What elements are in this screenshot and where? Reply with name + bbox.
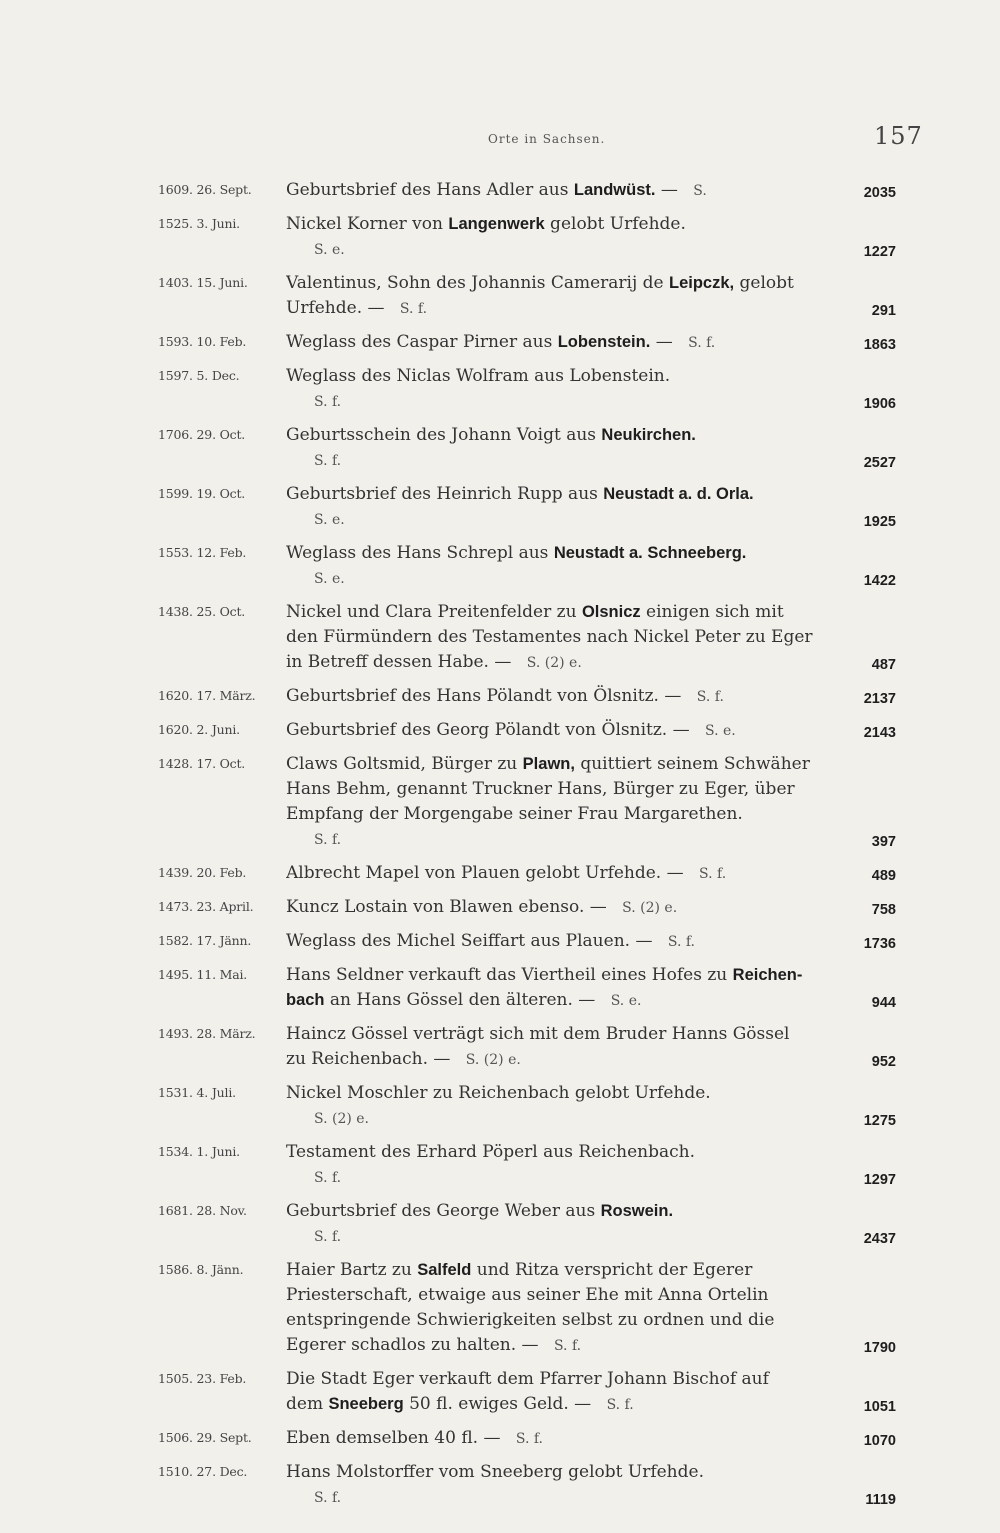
entry-line [286,802,896,827]
seal-note: S. f. [314,1229,342,1245]
seal-note: S. e. [314,512,345,528]
entry-date: 1439. 20. Feb. [158,865,247,880]
entry-text-segment: 50 fl. ewiges Geld. — [403,1394,597,1414]
entry-date: 1506. 29. Sept. [158,1430,252,1445]
entry-line [286,777,896,802]
document-number: 944 [871,995,896,1011]
entry-text [286,963,896,1016]
entry-text-segment: Haincz Gössel verträgt sich mit dem Bruder Hanns Gössel [286,1024,790,1044]
entry-date: 1553. 12. Feb. [158,545,247,560]
entry-line [286,1392,896,1420]
entry-text [286,330,896,358]
running-head-title: Orte in Sachsen. [488,132,606,146]
entry-text [286,541,896,594]
entry [0,929,1000,957]
entry [0,1460,1000,1513]
entry-text [286,212,896,265]
place-name: Olsnicz [581,603,641,621]
entry-line [286,1047,896,1075]
entry-text-segment: einigen sich mit [640,602,784,622]
entry-text [286,1140,896,1193]
document-number: 1070 [863,1433,896,1449]
entry [0,1258,1000,1361]
entry-date: 1609. 26. Sept. [158,182,252,197]
entry [0,861,1000,889]
entry-text [286,1460,896,1513]
entry-line [286,625,896,650]
entry-date: 1597. 5. Dec. [158,368,240,383]
document-number: 1297 [863,1172,896,1188]
entry-date: 1681. 28. Nov. [158,1203,247,1218]
entry-text-segment: Geburtsbrief des George Weber aus [286,1201,601,1221]
entry-line [286,1140,896,1165]
entry-line [286,541,896,566]
entry [0,271,1000,324]
entry [0,752,1000,855]
entry [0,1367,1000,1420]
seal-note: S. f. [688,335,716,351]
entry-line [286,1283,896,1308]
entry-date: 1493. 28. März. [158,1026,256,1041]
entry [0,963,1000,1016]
entry-line [286,600,896,625]
entry-text [286,423,896,476]
entry-text-segment: Empfang der Morgengabe seiner Frau Margarethen. [286,804,743,824]
entry-line [286,423,896,448]
entry [0,718,1000,746]
entry-line [286,929,896,957]
seal-note: S. f. [314,453,342,469]
entry-text-segment: gelobt [734,273,794,293]
seal-note: S. f. [699,866,727,882]
entry-line [286,752,896,777]
document-number: 1051 [863,1399,896,1415]
entry-text-segment: an Hans Gössel den älteren. — [324,990,601,1010]
document-number: 2137 [863,691,896,707]
entry-line [286,1308,896,1333]
entry-text-segment: Albrecht Mapel von Plauen gelobt Urfehde. — [286,863,690,883]
entry [0,895,1000,923]
entry-line [286,1258,896,1283]
seal-note: S. [693,183,707,199]
entry-line [286,364,896,389]
place-name: bach [286,991,325,1009]
entry-text-segment: Haier Bartz zu [286,1260,418,1280]
seal-note: S. f. [314,1490,342,1506]
entry-line [286,684,896,712]
entry-date: 1620. 17. März. [158,688,256,703]
entry-line [286,1426,896,1454]
entry-date: 1510. 27. Dec. [158,1464,248,1479]
entry-date: 1403. 15. Juni. [158,275,248,290]
entry-line [286,1224,896,1252]
entry-line [286,389,896,417]
entry-text-segment: Geburtsbrief des Hans Adler aus [286,180,574,200]
entry [0,423,1000,476]
place-name: Neustadt a. d. Orla. [603,485,754,503]
document-number: 2035 [863,185,896,201]
entry-line [286,1199,896,1224]
document-number: 487 [871,657,896,673]
document-number: 1119 [865,1492,896,1508]
entry-text-segment: in Betreff dessen Habe. — [286,652,517,672]
entry-text [286,600,896,678]
page-number: 157 [874,122,923,150]
entry-line [286,1485,896,1513]
entry-text-segment: Testament des Erhard Pöperl aus Reichenbach. [286,1142,696,1162]
entry-text [286,271,896,324]
entry [0,600,1000,678]
entry-text-segment: Die Stadt Eger verkauft dem Pfarrer Johann Bischof auf [286,1369,769,1389]
entry [0,482,1000,535]
entry-text [286,1081,896,1134]
entry-line [286,271,896,296]
entry-line [286,237,896,265]
entry-text-segment: Egerer schadlos zu halten. — [286,1335,544,1355]
seal-note: S. e. [705,723,736,739]
entry-line [286,650,896,678]
seal-note: S. (2) e. [622,900,678,916]
entry-text [286,718,896,746]
seal-note: S. f. [667,934,695,950]
entry-text-segment: entspringende Schwierigkeiten selbst zu ordnen und die [286,1310,775,1330]
entry-list [0,178,1000,1519]
entry-date: 1706. 29. Oct. [158,427,246,442]
entry-date: 1495. 11. Mai. [158,967,248,982]
entry [0,1199,1000,1252]
seal-note: S. f. [399,301,428,317]
place-name: Lobenstein. [557,333,651,351]
seal-note: S. f. [314,832,342,848]
entry-text [286,895,896,923]
place-name: Plawn, [522,755,575,773]
seal-note: S. (2) e. [526,655,582,671]
entry-text-segment: Hans Behm, genannt Truckner Hans, Bürger zu Eger, über [286,779,795,799]
seal-note: S. f. [515,1431,543,1447]
entry-text-segment: Priesterschaft, etwaige aus seiner Ehe mit Anna Ortelin [286,1285,769,1305]
entry-line [286,1106,896,1134]
entry-date: 1534. 1. Juni. [158,1144,240,1159]
document-number: 489 [871,868,896,884]
document-number: 1227 [863,244,896,260]
entry-text [286,861,896,889]
entry-text-segment: Weglass des Niclas Wolfram aus Lobenstein. [286,366,671,386]
entry-text-segment: den Fürmündern des Testamentes nach Nickel Peter zu Eger [286,627,813,647]
entry-text-segment: Nickel und Clara Preitenfelder zu [286,602,582,622]
entry-line [286,1367,896,1392]
place-name: Sneeberg [328,1395,404,1413]
entry-line [286,212,896,237]
entry-date: 1473. 23. April. [158,899,254,914]
seal-note: S. f. [314,394,342,410]
entry-line [286,507,896,535]
entry-text-segment: Kuncz Lostain von Blawen ebenso. — [286,897,613,917]
entry-text-segment: Geburtsbrief des Heinrich Rupp aus [286,484,604,504]
entry-line [286,827,896,855]
entry-date: 1525. 3. Juni. [158,216,240,231]
entry-date: 1505. 23. Feb. [158,1371,247,1386]
entry-text [286,1367,896,1420]
entry-text-segment: Geburtsschein des Johann Voigt aus [286,425,602,445]
entry-date: 1593. 10. Feb. [158,334,247,349]
entry-text-segment: und Ritza verspricht der Egerer [471,1260,753,1280]
seal-note: S. (2) e. [314,1111,370,1127]
place-name: Neukirchen. [601,426,696,444]
entry-line [286,178,896,206]
entry-date: 1582. 17. Jänn. [158,933,252,948]
document-number: 1736 [863,936,896,952]
entry-line [286,330,896,358]
entry-text-segment: zu Reichenbach. — [286,1049,456,1069]
entry-text [286,929,896,957]
seal-note: S. f. [606,1397,634,1413]
entry-date: 1438. 25. Oct. [158,604,246,619]
seal-note: S. f. [553,1338,582,1354]
entry [0,1426,1000,1454]
entry [0,178,1000,206]
entry-line [286,1333,896,1361]
entry [0,364,1000,417]
document-number: 291 [871,303,896,319]
entry-date: 1428. 17. Oct. [158,756,246,771]
entry-text-segment: Hans Molstorffer vom Sneeberg gelobt Urfehde. [286,1462,704,1482]
entry [0,684,1000,712]
entry-text-segment: — [655,180,684,200]
seal-note: S. e. [314,571,345,587]
place-name: Neustadt a. Schneeberg. [553,544,747,562]
entry-text-segment: Eben demselben 40 fl. — [286,1428,506,1448]
document-number: 1422 [863,573,896,589]
entry-date: 1531. 4. Juli. [158,1085,236,1100]
entry-text [286,1258,896,1361]
entry-text-segment: Weglass des Caspar Pirner aus [286,332,558,352]
entry-text-segment: Nickel Moschler zu Reichenbach gelobt Urfehde. [286,1083,711,1103]
entry-text-segment: Weglass des Michel Seiffart aus Plauen. — [286,931,658,951]
entry [0,1081,1000,1134]
entry [0,212,1000,265]
entry-text-segment: gelobt Urfehde. [544,214,686,234]
entry-text [286,752,896,855]
document-number: 2527 [863,455,896,471]
place-name: Roswein. [600,1202,674,1220]
entry-date: 1586. 8. Jänn. [158,1262,244,1277]
entry-text [286,1426,896,1454]
seal-note: S. (2) e. [465,1052,521,1068]
entry-text [286,1199,896,1252]
seal-note: S. e. [314,242,345,258]
entry-line [286,963,896,988]
entry-text-segment: Weglass des Hans Schrepl aus [286,543,554,563]
entry-text-segment: Geburtsbrief des Hans Pölandt von Ölsnitz. — [286,686,687,706]
entry-line [286,1165,896,1193]
entry-date: 1620. 2. Juni. [158,722,240,737]
entry-text [286,364,896,417]
place-name: Leipczk, [669,274,735,292]
entry-text [286,178,896,206]
entry [0,1022,1000,1075]
document-number: 1925 [863,514,896,530]
document-number: 2437 [863,1231,896,1247]
entry-text-segment: Claws Goltsmid, Bürger zu [286,754,523,774]
entry-date: 1599. 19. Oct. [158,486,246,501]
place-name: Langenwerk [448,215,545,233]
entry-text-segment: — [650,332,679,352]
entry-text-segment: quittiert seinem Schwäher [574,754,810,774]
entry [0,330,1000,358]
place-name: Salfeld [417,1261,472,1279]
entry-line [286,861,896,889]
entry-text-segment: Nickel Korner von [286,214,449,234]
document-number: 1275 [863,1113,896,1129]
entry-line [286,988,896,1016]
place-name: Landwüst. [573,181,656,199]
entry-text [286,1022,896,1075]
entry [0,541,1000,594]
entry-line [286,1460,896,1485]
seal-note: S. f. [696,689,724,705]
document-number: 1790 [863,1340,896,1356]
place-name: Reichen- [732,966,803,984]
document-number: 758 [871,902,896,918]
entry-line [286,1022,896,1047]
entry-line [286,566,896,594]
entry-line [286,296,896,324]
document-number: 2143 [863,725,896,741]
entry-line [286,895,896,923]
entry-text-segment: Geburtsbrief des Georg Pölandt von Ölsnitz. — [286,720,696,740]
entry-text-segment: Hans Seldner verkauft das Viertheil eines Hofes zu [286,965,733,985]
entry-line [286,482,896,507]
entry-text [286,684,896,712]
entry-line [286,1081,896,1106]
seal-note: S. e. [610,993,642,1009]
entry [0,1140,1000,1193]
document-number: 1863 [863,337,896,353]
document-number: 952 [871,1054,896,1070]
entry-text-segment: dem [286,1394,329,1414]
entry-text-segment: Valentinus, Sohn des Johannis Camerarij de [286,273,670,293]
entry-line [286,718,896,746]
seal-note: S. f. [314,1170,342,1186]
document-number: 397 [871,834,896,850]
entry-text [286,482,896,535]
entry-text-segment: Urfehde. — [286,298,390,318]
entry-line [286,448,896,476]
document-number: 1906 [863,396,896,412]
